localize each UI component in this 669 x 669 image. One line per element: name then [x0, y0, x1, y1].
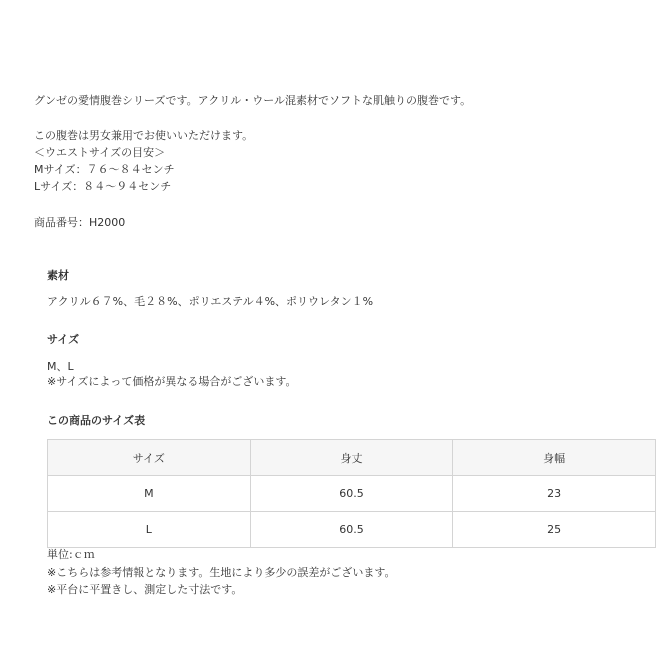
description-line: この腹巻は男女兼用でお使いいただけます。 [34, 129, 254, 142]
table-cell: L [48, 512, 251, 548]
column-header: 身丈 [250, 440, 453, 476]
size-value: M、L [47, 360, 74, 373]
description-line: Mサイズ：７６～８４センチ [34, 163, 175, 176]
table-header-row [48, 440, 656, 476]
table-cell: 60.5 [250, 476, 453, 512]
column-header: 身幅 [453, 440, 656, 476]
material-heading: 素材 [47, 269, 69, 282]
column-header: サイズ [48, 440, 251, 476]
description-line: ＜ウエストサイズの目安＞ [34, 146, 166, 159]
product-number: 商品番号：H2000 [34, 216, 126, 229]
table-note: ※こちらは参考情報となります。生地により多少の誤差がございます。 [47, 566, 396, 579]
table-cell: 60.5 [250, 512, 453, 548]
table-row [48, 512, 656, 548]
table-cell: 25 [453, 512, 656, 548]
description-line: Lサイズ：８４～９４センチ [34, 180, 172, 193]
size-heading: サイズ [47, 333, 80, 346]
table-cell: M [48, 476, 251, 512]
description-line: グンゼの愛情腹巻シリーズです。アクリル・ウール混素材でソフトな肌触りの腹巻です。 [34, 94, 472, 107]
size-table-heading: この商品のサイズ表 [47, 414, 146, 427]
material-value: アクリル６７%、毛２８%、ポリエステル４%、ポリウレタン１% [47, 295, 374, 308]
table-row [48, 476, 656, 512]
size-note: ※サイズによって価格が異なる場合がございます。 [47, 375, 297, 388]
table-cell: 23 [453, 476, 656, 512]
size-table [47, 439, 656, 548]
unit-label: 単位:ｃｍ [47, 548, 95, 561]
table-note: ※平台に平置きし、測定した寸法です。 [47, 583, 243, 596]
